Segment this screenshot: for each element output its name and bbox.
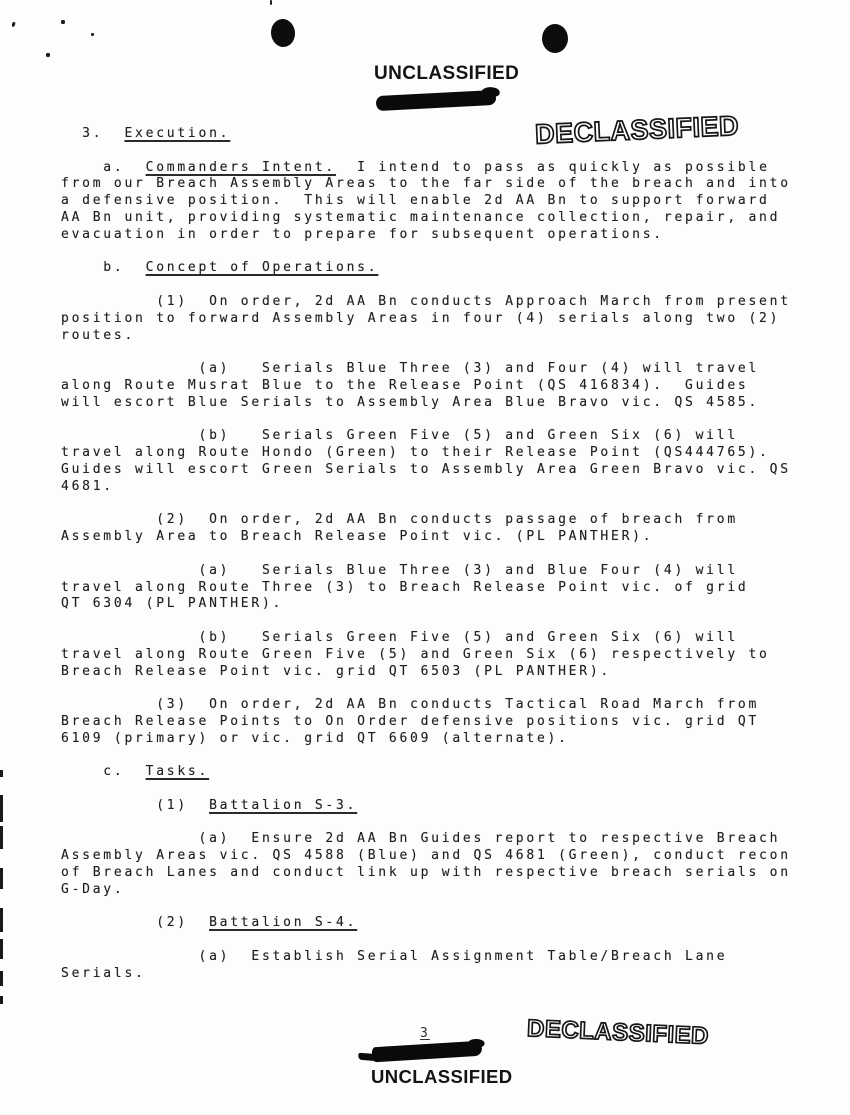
declassified-stamp-bottom: DECLASSIFIED bbox=[526, 1015, 710, 1050]
classification-header: UNCLASSIFIED bbox=[374, 63, 520, 84]
document-body bbox=[61, 126, 841, 983]
document-line: QT 6304 (PL PANTHER). bbox=[61, 596, 284, 612]
document-line: evacuation in order to prepare for subsequent operations. bbox=[61, 226, 664, 242]
document-line bbox=[61, 143, 841, 160]
document-line: travel along Route Hondo (Green) to their Release Point (QS444765). bbox=[61, 445, 770, 461]
document-line bbox=[61, 680, 841, 697]
document-line: G-Day. bbox=[61, 881, 125, 897]
redaction-bar-top bbox=[376, 90, 497, 111]
redaction-bar-bottom bbox=[372, 1041, 483, 1063]
document-line bbox=[61, 613, 841, 630]
declassified-stamp-top: DECLASSIFIED bbox=[534, 110, 740, 150]
scan-speck bbox=[270, 0, 272, 5]
document-line bbox=[61, 412, 841, 429]
document-line: c. Tasks. bbox=[61, 764, 210, 780]
hole-punch bbox=[270, 18, 297, 48]
document-line: from our Breach Assembly Areas to the far side of the breach and into bbox=[61, 176, 791, 192]
page-number: 3 bbox=[420, 1026, 430, 1041]
document-line: (2) On order, 2d AA Bn conducts passage of breach from bbox=[61, 512, 738, 528]
document-line: (b) Serials Green Five (5) and Green Six (6) will bbox=[61, 428, 738, 444]
document-line: Assembly Areas vic. QS 4588 (Blue) and QS 4681 (Green), conduct recon bbox=[61, 848, 791, 864]
document-line: routes. bbox=[61, 327, 136, 343]
document-line bbox=[61, 496, 841, 513]
document-line bbox=[61, 546, 841, 563]
document-line: Serials. bbox=[61, 965, 146, 981]
document-line: 6109 (primary) or vic. grid QT 6609 (alternate). bbox=[61, 730, 569, 746]
document-line bbox=[61, 277, 841, 294]
document-line: 3. Execution. bbox=[61, 126, 231, 141]
document-line: 4681. bbox=[61, 478, 114, 494]
document-line bbox=[61, 815, 841, 832]
document-line: position to forward Assembly Areas in four (4) serials along two (2) bbox=[61, 310, 781, 326]
document-line: (a) Serials Blue Three (3) and Four (4) will travel bbox=[61, 361, 760, 377]
document-line: AA Bn unit, providing systematic maintenance collection, repair, and bbox=[61, 209, 781, 225]
document-line: a defensive position. This will enable 2d AA Bn to support forward bbox=[61, 193, 770, 209]
document-line: travel along Route Green Five (5) and Green Six (6) respectively to bbox=[61, 646, 770, 662]
hole-punch bbox=[542, 24, 568, 53]
document-line: (a) Ensure 2d AA Bn Guides report to respective Breach bbox=[61, 831, 781, 847]
scan-speck bbox=[91, 33, 94, 36]
document-line: (b) Serials Green Five (5) and Green Six (6) will bbox=[61, 629, 738, 645]
document-line: Breach Release Points to On Order defensive positions vic. grid QT bbox=[61, 713, 760, 729]
document-line: of Breach Lanes and conduct link up with respective breach serials on bbox=[61, 865, 791, 881]
document-line: (1) Battalion S-3. bbox=[61, 797, 358, 813]
document-line bbox=[61, 899, 841, 916]
document-line: Assembly Area to Breach Release Point vic. (PL PANTHER). bbox=[61, 529, 654, 545]
scan-speck bbox=[61, 20, 65, 24]
document-line bbox=[61, 344, 841, 361]
scan-speck bbox=[46, 53, 50, 57]
document-line: (a) Establish Serial Assignment Table/Breach Lane bbox=[61, 949, 728, 965]
classification-footer: UNCLASSIFIED bbox=[371, 1066, 513, 1087]
document-line: (1) On order, 2d AA Bn conducts Approach March from present bbox=[61, 293, 791, 309]
document-line: a. Commanders Intent. I intend to pass as quickly as possible bbox=[61, 159, 770, 175]
document-line bbox=[61, 781, 841, 798]
document-line: will escort Blue Serials to Assembly Area Blue Bravo vic. QS 4585. bbox=[61, 394, 760, 410]
document-line: b. Concept of Operations. bbox=[61, 260, 379, 276]
document-line bbox=[61, 747, 841, 764]
document-line: (3) On order, 2d AA Bn conducts Tactical Road March from bbox=[61, 697, 760, 713]
document-line: Breach Release Point vic. grid QT 6503 (PL PANTHER). bbox=[61, 663, 611, 679]
scan-speck bbox=[11, 22, 15, 28]
document-line: Guides will escort Green Serials to Assembly Area Green Bravo vic. QS bbox=[61, 461, 791, 477]
document-line: travel along Route Three (3) to Breach Release Point vic. of grid bbox=[61, 579, 749, 595]
document-line bbox=[61, 244, 841, 261]
document-line: along Route Musrat Blue to the Release Point (QS 416834). Guides bbox=[61, 377, 749, 393]
document-line: (a) Serials Blue Three (3) and Blue Four (4) will bbox=[61, 562, 738, 578]
document-line: (2) Battalion S-4. bbox=[61, 915, 358, 931]
document-line bbox=[61, 932, 841, 949]
